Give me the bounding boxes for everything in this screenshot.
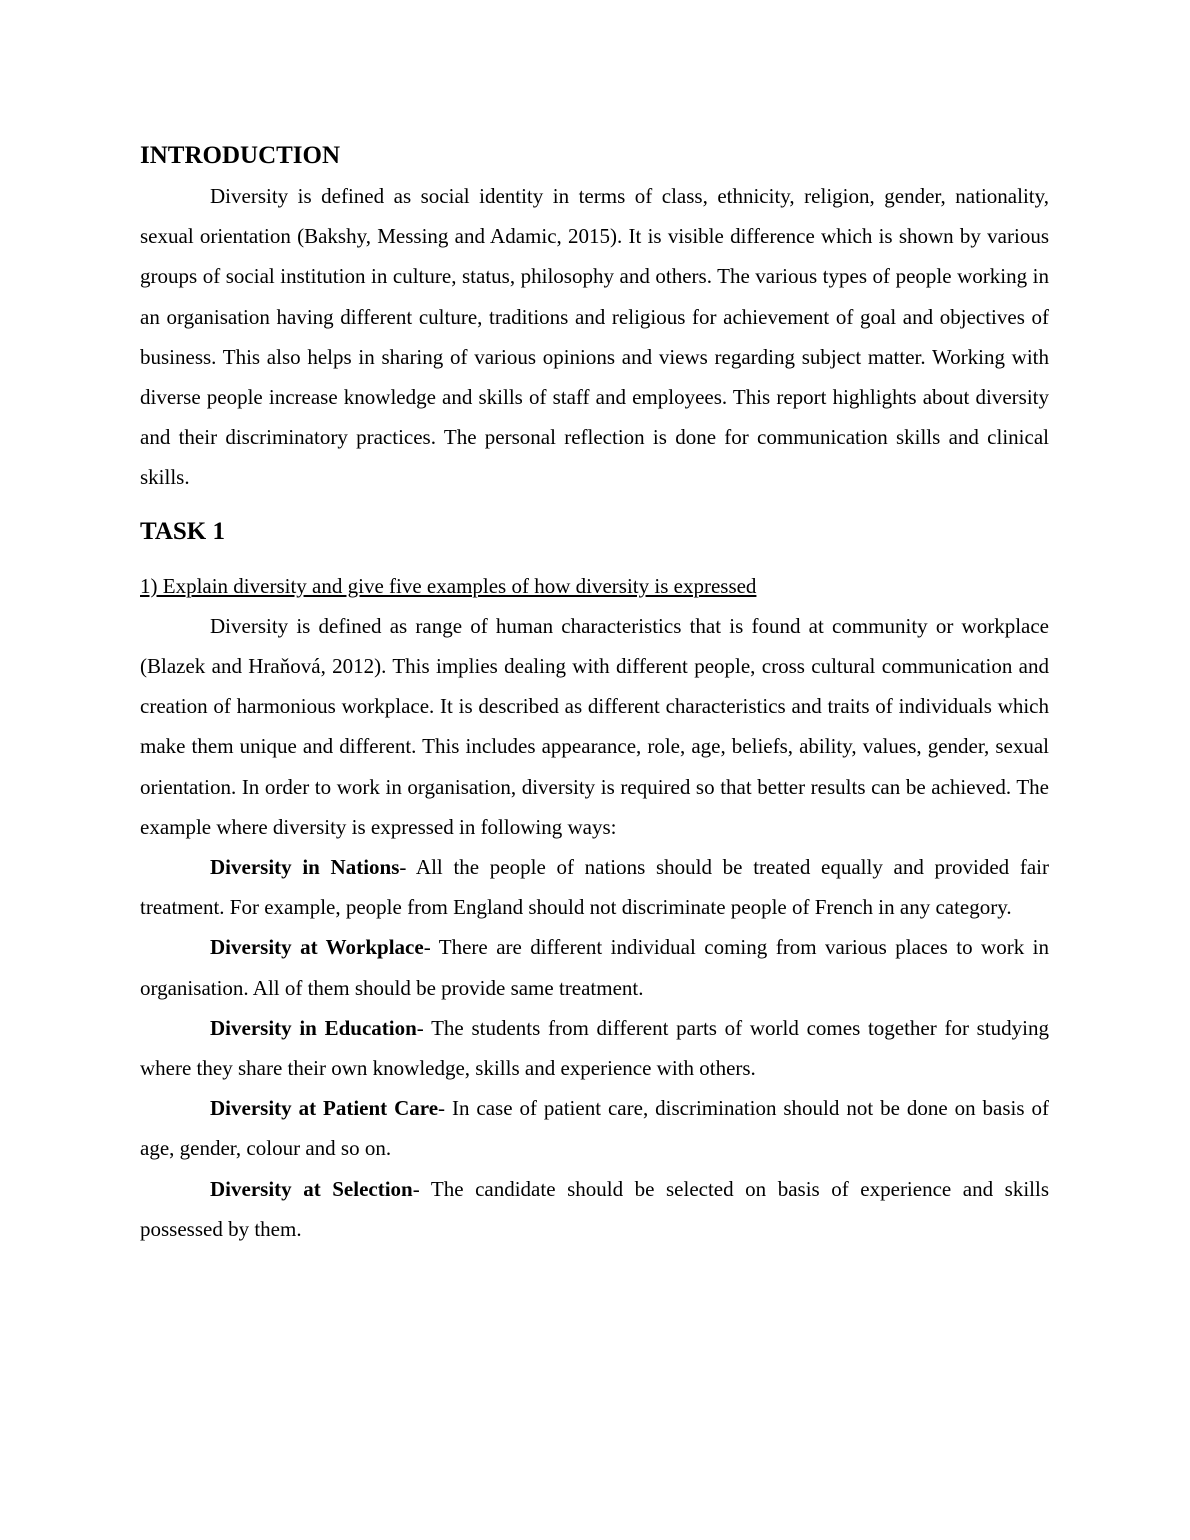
example-text: - In case of patient care, discrimination should not be done on basis of age, gender, colour and so on.: [140, 1096, 1049, 1161]
example-education: [140, 1008, 1049, 1088]
example-text: - The candidate should be selected on basis of experience and skills possessed by them.: [140, 1176, 1049, 1241]
example-text: - The students from different parts of world comes together for studying where they share their own knowledge, skills and experience with others.: [140, 1015, 1049, 1081]
example-workplace: [140, 927, 1049, 1007]
example-nations: [140, 847, 1049, 927]
task1-heading: TASK 1: [140, 517, 225, 545]
example-term: Diversity at Selection: [210, 1176, 413, 1201]
task1-paragraph: Diversity is defined as range of human characteristics that is found at community or workplace (Blazek and Hraňová, 2012). This implies dealing with different people, cross cultural communication and creation of harmonious workplace. It is described as different characteristics and traits of individuals which make them unique and different. This includes appearance, role, age, beliefs, ability, values, gender, sexual orientation. In order to work in organisation, diversity is required so that better results can be achieved. The example where diversity is expressed in following ways:: [140, 613, 1049, 839]
introduction-heading: INTRODUCTION: [140, 142, 341, 169]
example-selection: [140, 1169, 1049, 1249]
example-term: Diversity at Patient Care: [210, 1096, 439, 1121]
example-term: Diversity in Nations: [210, 855, 400, 880]
example-patient-care: [140, 1088, 1049, 1168]
example-term: Diversity at Workplace: [210, 935, 424, 960]
example-term: Diversity in Education: [210, 1015, 417, 1040]
task1-question: 1) Explain diversity and give five examples of how diversity is expressed: [140, 573, 757, 598]
example-text: - There are different individual coming from various places to work in organisation. All of them should be provide same treatment.: [140, 935, 1049, 1000]
document-page: [140, 138, 1049, 1249]
introduction-paragraph: Diversity is defined as social identity in terms of class, ethnicity, religion, gender, nationality, sexual orientation (Bakshy, Messing and Adamic, 2015). It is visible difference which is shown by various groups of social institution in culture, status, philosophy and others. The various types of people working in an organisation having different culture, traditions and religious for achievement of goal and objectives of business. This also helps in sharing of various opinions and views regarding subject matter. Working with diverse people increase knowledge and skills of staff and employees. This report highlights about diversity and their discriminatory practices. The personal reflection is done for communication skills and clinical skills.: [140, 184, 1049, 490]
example-text: - All the people of nations should be treated equally and provided fair treatment. For example, people from England should not discriminate people of French in any category.: [140, 855, 1049, 920]
